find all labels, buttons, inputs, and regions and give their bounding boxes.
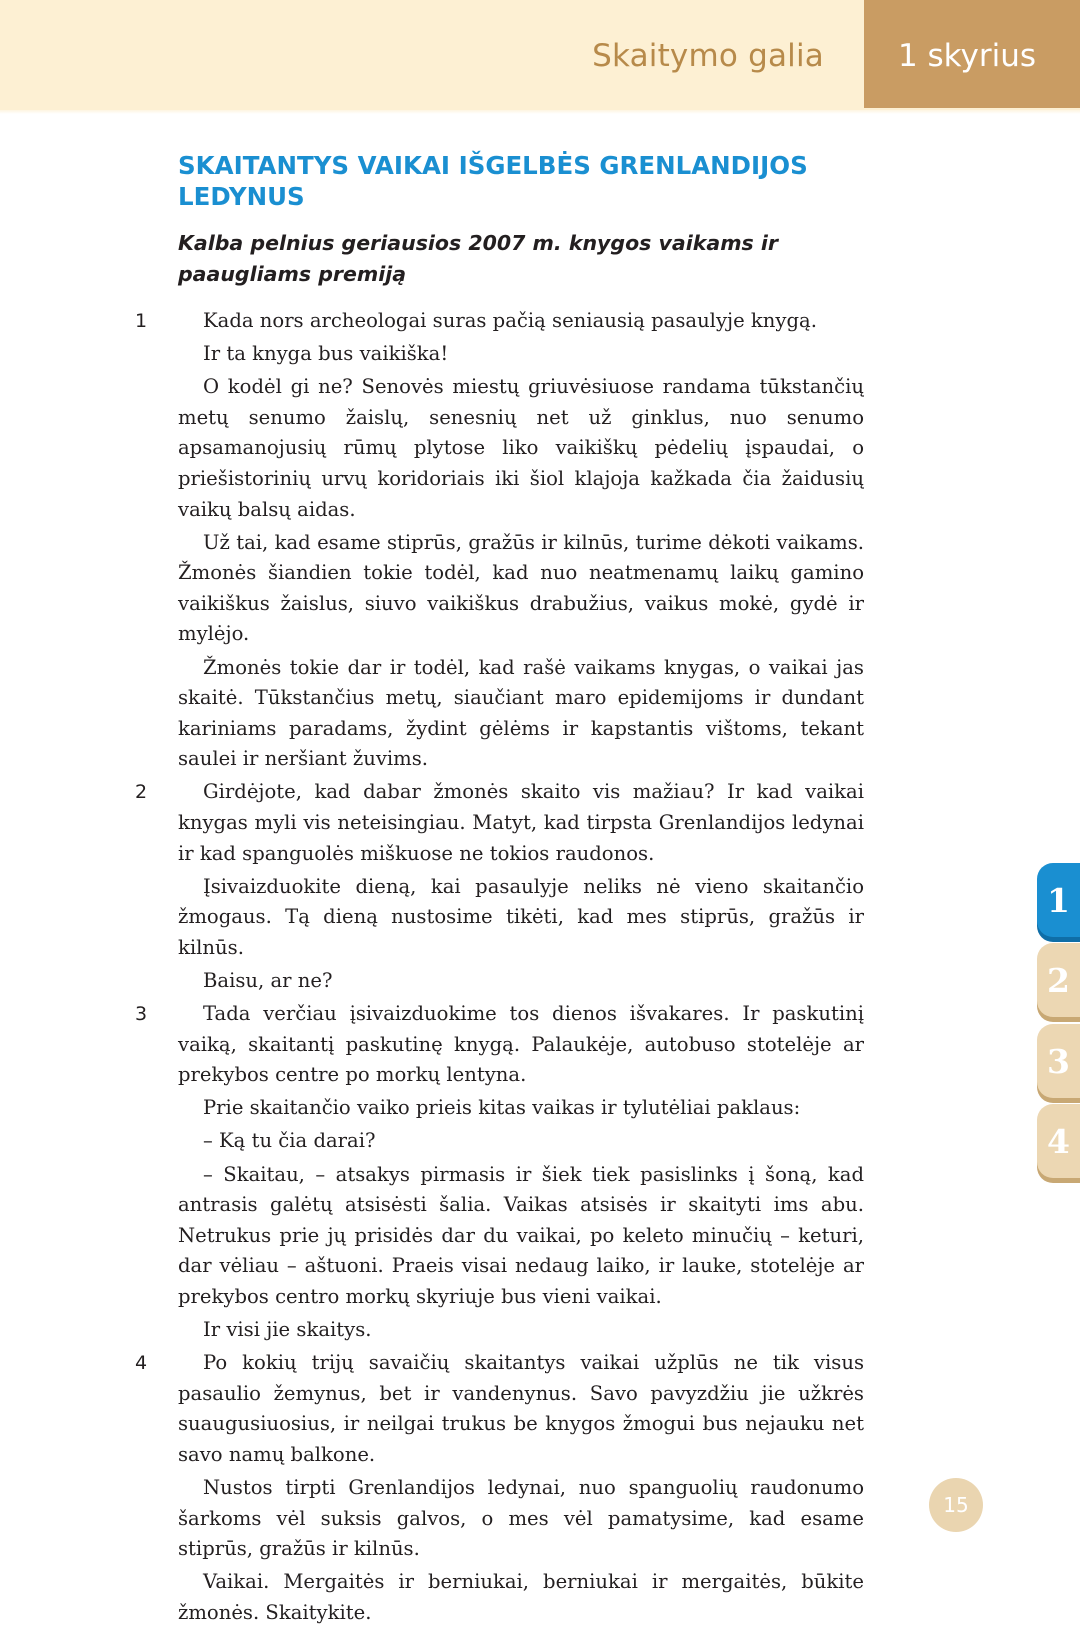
paragraph-text: Vaikai. Mergaitės ir berniukai, berniukai ir mergaitės, būkite žmonės. Skaitykite. [178,1570,864,1624]
paragraph-text: Kada nors archeologai suras pačią seniausią pasaulyje knygą. [203,309,817,332]
article-body [135,306,864,1631]
paragraph-number: 1 [135,310,148,332]
paragraph [178,1126,864,1157]
section-title: Skaitymo galia [592,38,824,74]
paragraph-number: 3 [135,1003,148,1026]
paragraph [178,372,864,525]
chapter-tab-4[interactable]: 4 [1037,1104,1080,1178]
paragraph [135,1348,864,1470]
chapter-tab [864,0,1080,108]
paragraph-text: Girdėjote, kad dabar žmonės skaito vis mažiau? Ir kad vaikai knygas myli vis neteisingiau. Matyt, kad tirpsta Grenlandijos ledynai ir kad spanguolės miškuose ne tokios raudonos. [178,780,864,865]
chapter-tab-3[interactable]: 3 [1037,1024,1080,1098]
paragraph [178,966,864,997]
paragraph-text: Už tai, kad esame stiprūs, gražūs ir kilnūs, turime dėkoti vaikams. Žmonės šiandien tokie todėl, kad nuo neatmenamų laikų gamino vaikiškus žaislus, siuvo vaikiškus drabužius, vaikus mokė, gydė ir mylėjo. [178,530,864,646]
paragraph-text: Ir ta knyga bus vaikiška! [203,342,449,366]
article-title: SKAITANTYS VAIKAI IŠGELBĖS GRENLANDIJOS LEDYNUS [178,151,808,211]
paragraph [178,1473,864,1565]
paragraph-text: Žmonės tokie dar ir todėl, kad rašė vaikams knygas, o vaikai jas skaitė. Tūkstančius metų, siaučiant maro epidemijoms ir dundant kariniams paradams, žydint gėlėms ir kapstantis vištoms, tekant saulei ir neršiant žuvims. [178,655,864,771]
paragraph [178,1315,864,1346]
paragraph-number: 4 [135,1352,148,1375]
paragraph [178,1567,864,1628]
paragraph-text: Baisu, ar ne? [203,968,333,992]
paragraph-text: Prie skaitančio vaiko prieis kitas vaikas ir tylutėliai paklaus: [203,1096,801,1120]
paragraph-text: Ir visi jie skaitys. [203,1318,372,1341]
chapter-tab-1[interactable]: 1 [1037,863,1080,937]
article-subtitle: Kalba pelnius geriausios 2007 m. knygos vaikams ir paaugliams premiją [178,231,779,286]
paragraph-number: 2 [135,781,148,804]
paragraph-text: Nustos tirpti Grenlandijos ledynai, nuo spanguolių raudonumo šarkoms vėl suksis galvos, o mes vėl pamatysime, kad esame stiprūs, gražūs ir kilnūs. [178,1475,864,1561]
paragraph-text: Įsivaizduokite dieną, kai pasaulyje neliks nė vieno skaitančio žmogaus. Tą dieną nustosime tikėti, kad mes stiprūs, gražūs ir kilnūs. [178,874,864,959]
paragraph [135,777,864,869]
paragraph [178,872,864,964]
chapter-label: 1 skyrius [897,38,1037,74]
paragraph [178,1160,864,1313]
chapter-tab-2[interactable]: 2 [1037,943,1080,1017]
page-number: 15 [929,1478,983,1532]
paragraph [135,999,864,1091]
paragraph-text: – Ką tu čia darai? [203,1129,376,1153]
paragraph-text: Po kokių trijų savaičių skaitantys vaikai užplūs ne tik visus pasaulio žemynus, bet ir vandenynus. Savo pavyzdžiu jie užkrės suaugusiuosius, ir neilgai trukus be knygos žmogui bus nejauku net savo namų balkone. [178,1351,864,1466]
paragraph [178,528,864,650]
paragraph-text: – Skaitau, – atsakys pirmasis ir šiek tiek pasislinks į šoną, kad antrasis galėtų atsisėsti šalia. Vaikas atsisės ir skaityti ims abu. Netrukus prie jų prisidės dar du vaikai, po keleto minučių – keturi, dar vėliau – aštuoni. Praeis visai nedaug laiko, ir lauke, stotelėje ar prekybos centro morkų skyriuje bus vieni vaikai. [178,1162,864,1308]
paragraph-text: Tada verčiau įsivaizduokime tos dienos išvakares. Ir paskutinį vaiką, skaitantį paskutinę knygą. Palaukėje, autobuso stotelėje ar prekybos centre po morkų lentyna. [178,1002,864,1087]
paragraph [178,1093,864,1124]
paragraph [135,306,864,337]
paragraph [178,653,864,775]
paragraph-text: O kodėl gi ne? Senovės miestų griuvėsiuose randama tūkstančių metų senumo žaislų, senesnių net už ginklus, nuo senumo apsamanojusių rūmų plytose liko vaikiškų pėdelių įspaudai, o priešistorinių urvų koridoriais iki šiol klajoja kažkada čia žaidusių vaikų balsų aidas. [178,375,864,521]
paragraph [178,339,864,370]
